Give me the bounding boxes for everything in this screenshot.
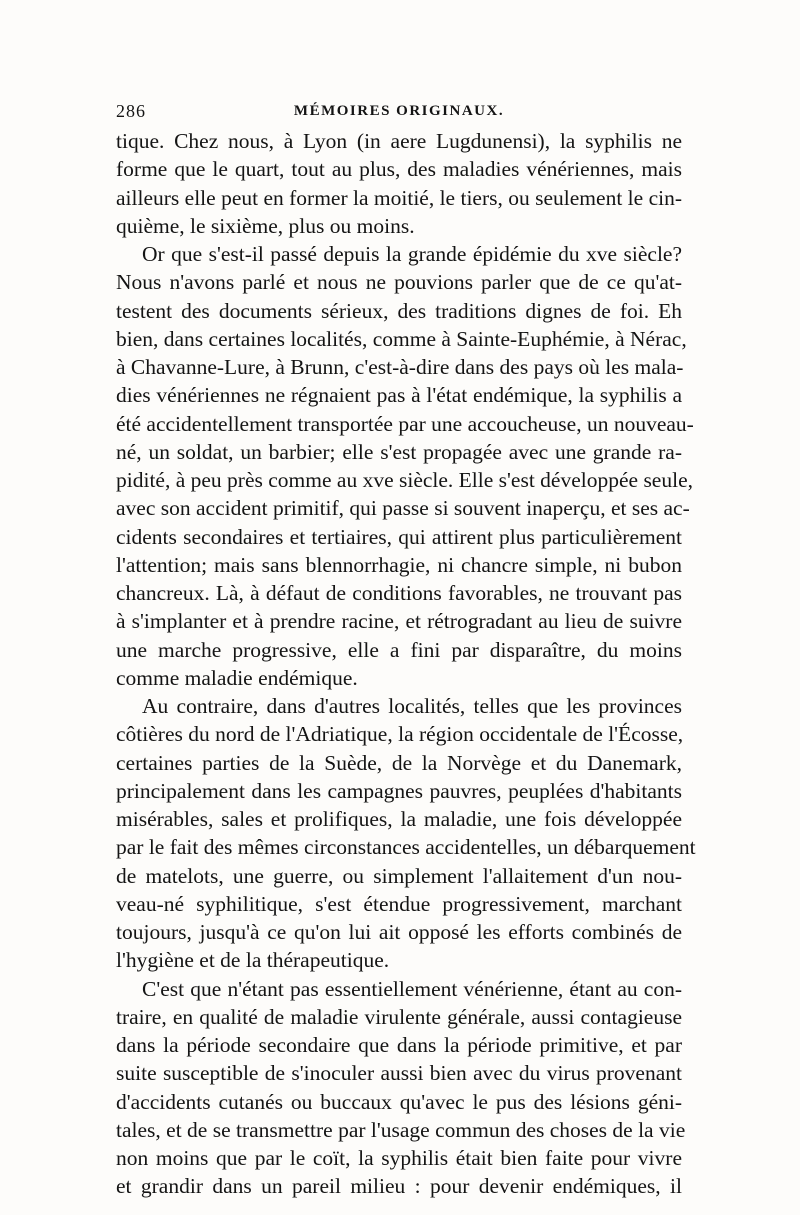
- running-head: [116, 98, 682, 124]
- text-line: Au contraire, dans d'autres localités, telles que les provinces: [142, 694, 682, 718]
- text-line: Or que s'est-il passé depuis la grande épidémie du xve siècle?: [142, 242, 682, 266]
- text-line: né, un soldat, un barbier; elle s'est propagée avec une grande ra-: [116, 439, 682, 464]
- text-line: tique. Chez nous, à Lyon (in aere Lugdunensi), la syphilis ne: [116, 129, 682, 153]
- text-line: une marche progressive, elle a fini par disparaître, du moins: [116, 637, 682, 662]
- text-line: côtières du nord de l'Adriatique, la région occidentale de l'Écosse,: [116, 722, 684, 747]
- running-title: MÉMOIRES ORIGINAUX.: [293, 103, 505, 119]
- text-line: cidents secondaires et tertiaires, qui attirent plus particulièrement: [116, 524, 682, 549]
- text-line: quième, le sixième, plus ou moins.: [116, 213, 415, 238]
- text-line: dans la période secondaire que dans la période primitive, et par: [116, 1033, 682, 1057]
- text-line: pidité, à peu près comme au xve siècle. Elle s'est développée seule,: [116, 468, 693, 492]
- text-line: C'est que n'étant pas essentiellement vénérienne, étant au con-: [142, 976, 682, 1001]
- text-line: toujours, jusqu'à ce qu'on lui ait opposé les efforts combinés de: [116, 920, 682, 944]
- text-line: d'accidents cutanés ou buccaux qu'avec le pus des lésions géni-: [116, 1089, 682, 1114]
- text-line: à Chavanne-Lure, à Brunn, c'est-à-dire dans des pays où les mala-: [116, 355, 684, 379]
- text-line: et grandir dans un pareil milieu : pour devenir endémiques, il: [116, 1174, 682, 1199]
- text-line: tales, et de se transmettre par l'usage commun des choses de la vie: [116, 1117, 686, 1142]
- text-line: comme maladie endémique.: [116, 665, 358, 690]
- text-line: l'attention; mais sans blennorrhagie, ni chancre simple, ni bubon: [116, 552, 682, 577]
- text-line: Nous n'avons parlé et nous ne pouvions parler que de ce qu'at-: [116, 270, 682, 295]
- text-line: été accidentellement transportée par une accoucheuse, un nouveau-: [116, 411, 694, 436]
- text-line: de matelots, une guerre, ou simplement l'allaitement d'un nou-: [116, 863, 682, 888]
- text-line: forme que le quart, tout au plus, des maladies vénériennes, mais: [116, 157, 682, 182]
- text-line: l'hygiène et de la thérapeutique.: [116, 948, 390, 973]
- text-line: veau-né syphilitique, s'est étendue progressivement, marchant: [116, 891, 682, 916]
- text-line: chancreux. Là, à défaut de conditions favorables, ne trouvant pas: [116, 581, 682, 605]
- text-line: traire, en qualité de maladie virulente générale, aussi contagieuse: [116, 1004, 682, 1029]
- text-line: misérables, sales et prolifiques, la maladie, une fois développée: [116, 807, 682, 831]
- text-line: certaines parties de la Suède, de la Norvège et du Danemark,: [116, 750, 682, 775]
- text-line: ailleurs elle peut en former la moitié, le tiers, ou seulement le cin-: [116, 185, 682, 210]
- body-text: [116, 127, 696, 1201]
- text-line: à s'implanter et à prendre racine, et rétrogradant au lieu de suivre: [116, 609, 682, 634]
- text-line: dies vénériennes ne régnaient pas à l'état endémique, la syphilis a: [116, 383, 682, 408]
- text-line: non moins que par le coït, la syphilis était bien faite pour vivre: [116, 1146, 682, 1170]
- text-line: testent des documents sérieux, des traditions dignes de foi. Eh: [116, 298, 682, 323]
- page-number: 286: [116, 101, 146, 121]
- text-line: suite susceptible de s'inoculer aussi bien avec du virus provenant: [116, 1061, 682, 1086]
- text-line: principalement dans les campagnes pauvres, peuplées d'habitants: [116, 778, 682, 803]
- text-line: bien, dans certaines localités, comme à Sainte-Euphémie, à Nérac,: [116, 326, 687, 351]
- text-line: par le fait des mêmes circonstances accidentelles, un débarquement: [116, 835, 696, 860]
- text-line: avec son accident primitif, qui passe si souvent inaperçu, et ses ac-: [116, 496, 690, 521]
